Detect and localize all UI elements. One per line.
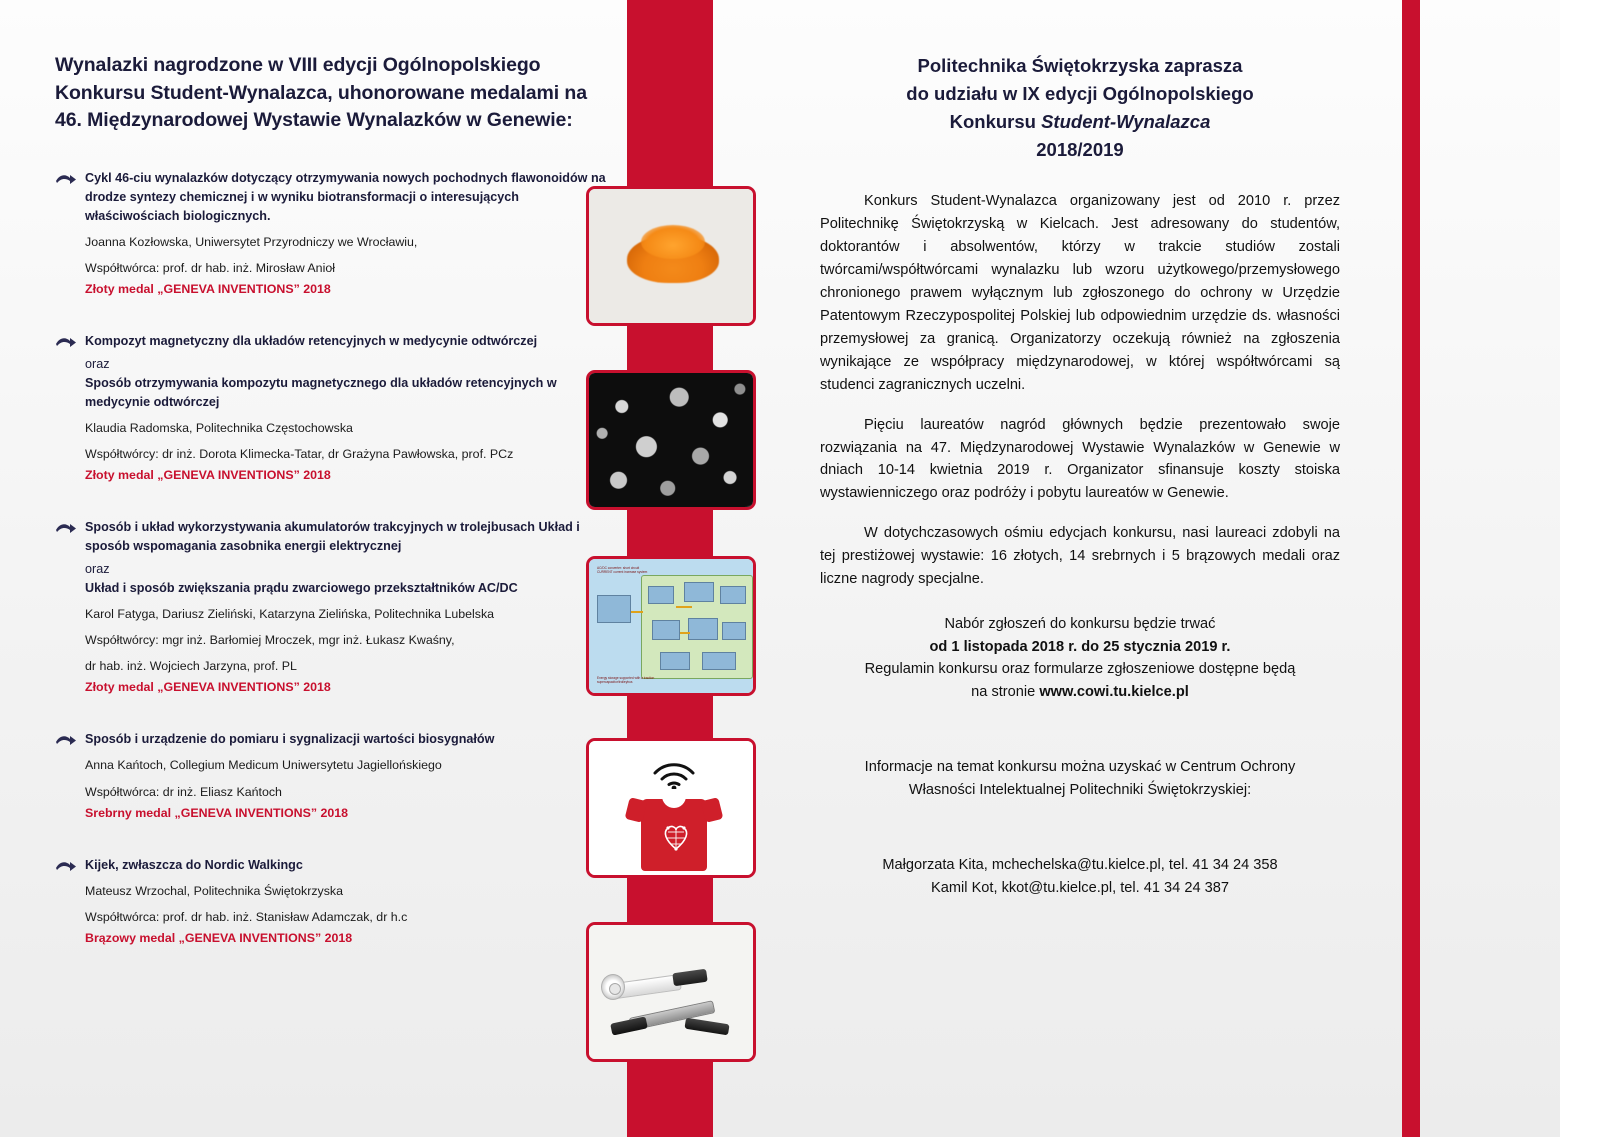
- pole-tips-image: [589, 925, 753, 1059]
- diagram-thumb: [660, 652, 690, 670]
- diagram-image: [589, 559, 753, 693]
- magnetic-composite-photo: [586, 370, 756, 510]
- invention-conjunction: oraz: [85, 561, 110, 576]
- diagram-thumb: [684, 582, 714, 602]
- invention-conjunction: oraz: [85, 357, 110, 372]
- competition-website-link[interactable]: www.cowi.tu.kielce.pl: [1039, 684, 1189, 701]
- energy-storage-diagram: [586, 556, 756, 696]
- recruitment-line-3: Regulamin konkursu oraz formularze zgłoszeniowe dostępne będą: [864, 661, 1296, 678]
- arrow-bullet-icon: [55, 859, 77, 873]
- invention-title: Sposób i układ wykorzystywania akumulatorów trakcyjnych w trolejbusach Układ i sposób wspomagania zasobnika energii elektrycznej: [85, 520, 580, 554]
- tshirt-shape: [641, 799, 707, 871]
- diagram-left-photo: [597, 595, 631, 623]
- diagram-thumb: [652, 620, 680, 640]
- white-pole-ring: [601, 974, 625, 1000]
- diagram-thumb: [688, 618, 718, 640]
- heart-sensor-icon: [661, 819, 691, 853]
- invention-coworkers-2: dr hab. inż. Wojciech Jarzyna, prof. PL: [85, 659, 297, 674]
- diagram-connector: [676, 606, 692, 608]
- info-line-1: Informacje na temat konkursu można uzyskać w Centrum Ochrony: [864, 759, 1296, 775]
- invention-coworkers: Współtwórcy: dr inż. Dorota Klimecka-Tatar, dr Grażyna Pawłowska, prof. PCz: [85, 446, 514, 461]
- diagram-thumb: [720, 586, 746, 604]
- biosignal-shirt-photo: [586, 738, 756, 878]
- diagram-thumb: [722, 622, 746, 640]
- title-line-3: [820, 108, 1340, 136]
- title-line-2: do udziału w IX edycji Ogólnopolskiego: [906, 83, 1254, 105]
- invention-title: Kijek, zwłaszcza do Nordic Walkingc: [85, 857, 303, 872]
- paragraph-1: Konkurs Student-Wynalazca organizowany jest od 2010 r. przez Politechnikę Świętokrzyską w Kielcach. Jest adresowany do studentów, doktorantów i absolwentów, którzy w trakcie studiów zostali twórcami/współtwórcami wynalazku lub wzoru użytkowego/przemysłowego chronionego prawem wyłącznym lub zgłoszonego do ochrony w Urzędzie Patentowym Rzeczypospolitej Polskiej lub odpowiednim urzędzie ds. własności przemysłowej za granicą. Organizatorzy oczekują również na zgłoszenia wynikające ze współpracy międzynarodowej, w której współtwórcami są studenci zagranicznych uczelni.: [820, 193, 1340, 393]
- diagram-connector: [631, 611, 643, 613]
- wifi-icon: [651, 759, 697, 789]
- recruitment-line-1: Nabór zgłoszeń do konkursu będzie trwać: [944, 615, 1216, 632]
- white-margin-right: [1560, 0, 1600, 1137]
- diagram-connector: [680, 632, 690, 634]
- powder-image: [589, 189, 753, 323]
- shirt-image: [589, 741, 753, 875]
- invitation-body: [820, 190, 1340, 591]
- contact-1[interactable]: Małgorzata Kita, mchechelska@tu.kielce.pl, tel. 41 34 24 358: [882, 856, 1278, 873]
- invention-medal: Złoty medal „GENEVA INVENTIONS” 2018: [85, 468, 331, 483]
- powder-heap-shape: [627, 235, 719, 283]
- left-column-title: Wynalazki nagrodzone w VIII edycji Ogólnopolskiego Konkursu Student-Wynalazca, uhonorowane medalami na 46. Międzynarodowej Wystawie Wynalazków w Genewie:: [55, 54, 587, 132]
- diagram-label-bottom: Energy storage supported with a traction supercapacitor/trolleybus: [597, 676, 655, 684]
- diagram-thumb: [648, 586, 674, 604]
- invention-author: Joanna Kozłowska, Uniwersytet Przyrodniczy we Wrocławiu,: [85, 234, 418, 249]
- recruitment-dates: od 1 listopada 2018 r. do 25 stycznia 2019 r.: [929, 638, 1231, 655]
- recruitment-line-4-pre: na stronie: [971, 684, 1040, 701]
- invention-title-secondary: Układ i sposób zwiększania prądu zwarciowego przekształtników AC/DC: [85, 580, 518, 595]
- small-black-tip: [684, 1018, 729, 1036]
- contact-2[interactable]: Kamil Kot, kkot@tu.kielce.pl, tel. 41 34 24 387: [931, 880, 1229, 897]
- invention-author: Klaudia Radomska, Politechnika Częstochowska: [85, 420, 353, 435]
- invention-item: [55, 518, 615, 694]
- invention-medal: Brązowy medal „GENEVA INVENTIONS” 2018: [85, 931, 353, 946]
- invention-coworkers: Współtwórca: dr inż. Eliasz Kańtoch: [85, 784, 282, 799]
- invention-item: [55, 169, 615, 296]
- recruitment-block: [820, 613, 1340, 704]
- invention-medal: Złoty medal „GENEVA INVENTIONS” 2018: [85, 282, 331, 297]
- awarded-inventions-column: [55, 52, 615, 975]
- title-line-1: Politechnika Świętokrzyska zaprasza: [917, 55, 1243, 76]
- tshirt-neck: [662, 796, 686, 808]
- right-column-title: [820, 52, 1340, 164]
- invention-title: Cykl 46-ciu wynalazków dotyczący otrzymywania nowych pochodnych flawonoidów na drodze syntezy chemicznej i w wyniku biotransformacji o interesujących właściwościach biologicznych.: [85, 171, 606, 223]
- arrow-bullet-icon: [55, 733, 77, 747]
- invention-coworkers: Współtwórcy: mgr inż. Barłomiej Mroczek, mgr inż. Łukasz Kwaśny,: [85, 632, 455, 647]
- diagram-green-panel: [641, 575, 753, 679]
- info-block: [820, 756, 1340, 802]
- metallic-flakes-image: [589, 373, 753, 507]
- info-line-2: Własności Intelektualnej Politechniki Świętokrzyskiej:: [908, 781, 1252, 798]
- arrow-bullet-icon: [55, 172, 77, 186]
- contacts-block: [820, 854, 1340, 901]
- invention-coworkers: Współtwórca: prof. dr hab. inż. Stanisław Adamczak, dr h.c: [85, 909, 408, 924]
- paragraph-3: W dotychczasowych ośmiu edycjach konkursu, nasi laureaci zdobyli na tej prestiżowej wystawie: 16 złotych, 14 srebrnych i 5 brązowych medali oraz liczne nagrody specjalne.: [820, 525, 1340, 588]
- invention-title: Sposób i urządzenie do pomiaru i sygnalizacji wartości biosygnałów: [85, 732, 495, 747]
- black-pole-tip: [610, 1016, 648, 1035]
- invention-author: Karol Fatyga, Dariusz Zieliński, Katarzyna Zielińska, Politechnika Lubelska: [85, 606, 495, 621]
- invention-item: [55, 730, 615, 819]
- orange-powder-photo: [586, 186, 756, 326]
- paragraph-2: Pięciu laureatów nagród głównych będzie prezentowało swoje rozwiązania na 47. Międzynarodowej Wystawie Wynalazków w Genewie w dniach 10-14 kwietnia 2019 r. Organizator sfinansuje koszty stoiska wystawienniczego oraz podróży i pobytu laureatów w Genewie.: [820, 416, 1340, 502]
- invention-title: Kompozyt magnetyczny dla układów retencyjnych w medycynie odtwórczej: [85, 334, 538, 349]
- competition-name: Student-Wynalazca: [1041, 111, 1211, 133]
- recruitment-line-4: [820, 681, 1340, 704]
- diagram-thumb: [702, 652, 736, 670]
- invention-medal: Srebrny medal „GENEVA INVENTIONS” 2018: [85, 805, 349, 820]
- title-line-4: 2018/2019: [1036, 139, 1124, 161]
- dark-pole-tip: [672, 969, 707, 987]
- nordic-walking-pole-tips-photo: [586, 922, 756, 1062]
- invention-coworkers: Współtwórca: prof. dr hab. inż. Mirosław Anioł: [85, 260, 335, 275]
- arrow-bullet-icon: [55, 335, 77, 349]
- invention-item: [55, 332, 615, 482]
- red-accent-band-right: [1402, 0, 1420, 1137]
- title-line-3-pre: Konkursu: [949, 111, 1042, 133]
- invitation-column: [820, 52, 1340, 901]
- diagram-label-top: AC/DC converter: short circuit CURRENT current increase system: [597, 566, 648, 574]
- invention-item: [55, 856, 615, 945]
- invention-medal: Złoty medal „GENEVA INVENTIONS” 2018: [85, 680, 331, 695]
- arrow-bullet-icon: [55, 521, 77, 535]
- invention-author: Mateusz Wrzochal, Politechnika Świętokrzyska: [85, 883, 344, 898]
- invention-author: Anna Kańtoch, Collegium Medicum Uniwersytetu Jagiellońskiego: [85, 758, 442, 773]
- invention-title-secondary: Sposób otrzymywania kompozytu magnetycznego dla układów retencyjnych w medycynie odtwórczej: [85, 375, 557, 409]
